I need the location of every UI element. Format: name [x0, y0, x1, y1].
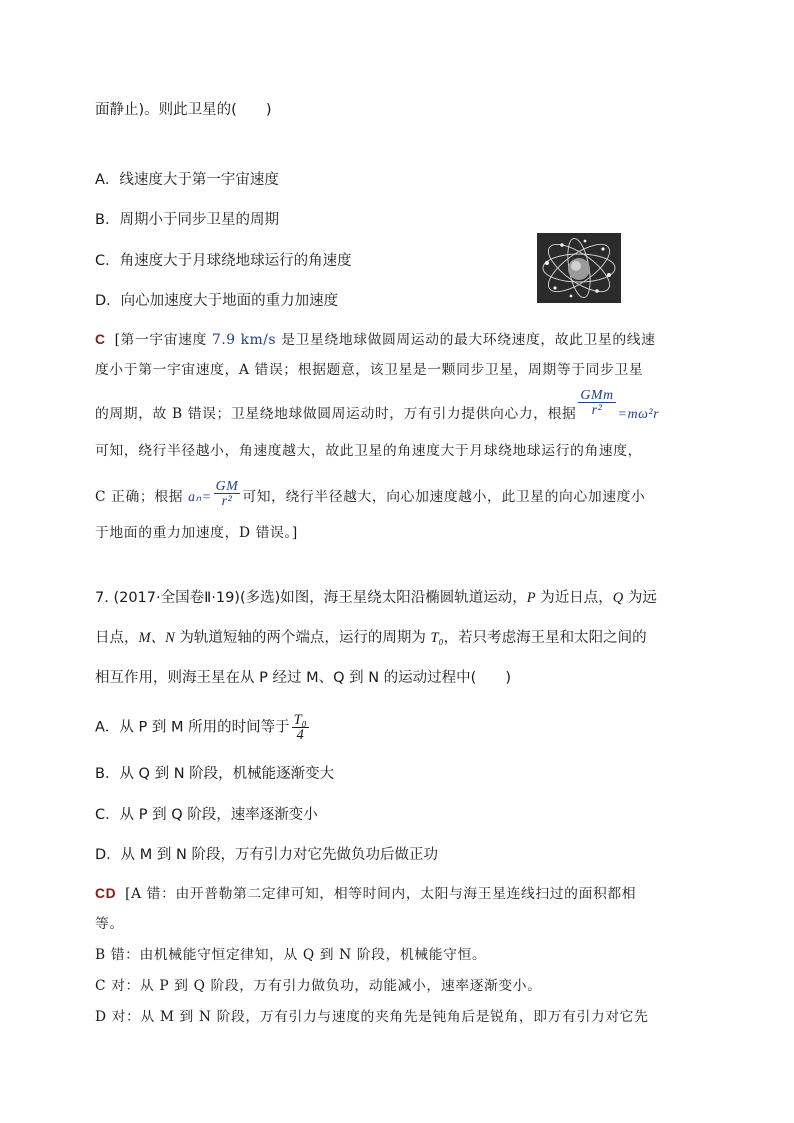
q6-answer-line6: 于地面的重力加速度，D 错误。]	[95, 525, 298, 541]
q7-option-b: B．从 Q 到 N 阶段，机械能逐渐变大	[95, 766, 335, 782]
q6-option-b: B．周期小于同步卫星的周期	[95, 212, 279, 228]
q7-answer-line2: 等。	[95, 916, 124, 932]
q6-answer-line4: 可知，绕行半径越小，角速度越大，故此卫星的角速度大于月球绕地球运行的角速度，	[95, 443, 643, 459]
q7-answer-line1: CD [A 错：由开普勒第二定律可知，相等时间内，太阳与海王星连线扫过的面积都相	[95, 886, 637, 902]
q6-answer-line3	[95, 387, 660, 429]
formula-gm-over-r2: $\frac{GM}{\text{r²}}$	[215, 478, 239, 508]
q6-option-d: D．向心加速度大于地面的重力加速度	[95, 293, 339, 309]
q6-answer-text: C 正确；根据	[95, 489, 189, 505]
satellite-orbit-figure	[537, 233, 621, 303]
q7-answer-line5: D 对：从 M 到 N 阶段，万有引力与速度的夹角先是钝角后是锐角，即万有引力对它先	[95, 1009, 649, 1025]
q6-stem-tail: 面静止)。则此卫星的( )	[95, 102, 272, 118]
formula-m-omega2-r: =mω²r	[617, 406, 660, 421]
q7-answer-line3: B 错：由机械能守恒定律知，从 Q 到 N 阶段，机械能守恒。	[95, 947, 487, 963]
q7-answer-line4: C 对：从 P 到 Q 阶段，万有引力做负功，动能减小，速率逐渐变小。	[95, 978, 542, 994]
q6-answer-letter: C	[95, 332, 106, 347]
q7-stem-line1: 7. (2017·全国卷Ⅱ·19)(多选)如图，海王星绕太阳沿椭圆轨道运动，P 为近日点，Q 为远	[95, 590, 657, 606]
q6-option-a: A．线速度大于第一宇宙速度	[95, 172, 279, 188]
q6-answer-text: [第一宇宙速度	[114, 332, 212, 348]
fraction-t0-over-4: $\frac{\text{T₀}}{4}$	[293, 712, 307, 743]
q6-answer-text: 的周期，故 B 错误；卫星绕地球做圆周运动时，万有引力提供向心力，根据	[95, 406, 577, 422]
q6-option-c: C．角速度大于月球绕地球运行的角速度	[95, 253, 352, 269]
q6-answer-line1	[95, 330, 656, 350]
q7-option-a: A．从 P 到 M 所用的时间等于 $\frac{\text{T₀}}{4}$	[95, 712, 307, 743]
formula-an: aₙ=	[188, 489, 212, 504]
q7-option-c: C．从 P 到 Q 阶段，速率逐渐变小	[95, 807, 318, 823]
q7-option-d: D．从 M 到 N 阶段，万有引力对它先做负功后做正功	[95, 847, 438, 863]
q7-stem-line2: 日点，M、N 为轨道短轴的两个端点，运行的周期为 T₀，若只考虑海王星和太阳之间的	[95, 630, 647, 646]
formula-gmm-over-r2: $\frac{\text{GMm}}{\text{r²}}$	[580, 387, 614, 417]
q6-answer-text: 是卫星绕地球做圆周运动的最大环绕速度，故此卫星的线速	[276, 332, 656, 348]
q7-answer-letter: CD	[95, 886, 117, 901]
q6-answer-text: 可知，绕行半径越大，向心加速度越小，此卫星的向心加速度小	[242, 489, 646, 505]
q6-answer-line5	[95, 478, 646, 512]
q6-answer-line2: 度小于第一宇宙速度，A 错误；根据题意，该卫星是一颗同步卫星，周期等于同步卫星	[95, 362, 644, 378]
q7-stem-line3: 相互作用，则海王星在从 P 经过 M、Q 到 N 的运动过程中( )	[95, 670, 511, 686]
first-cosmic-speed: 7.9 km/s	[211, 332, 277, 348]
